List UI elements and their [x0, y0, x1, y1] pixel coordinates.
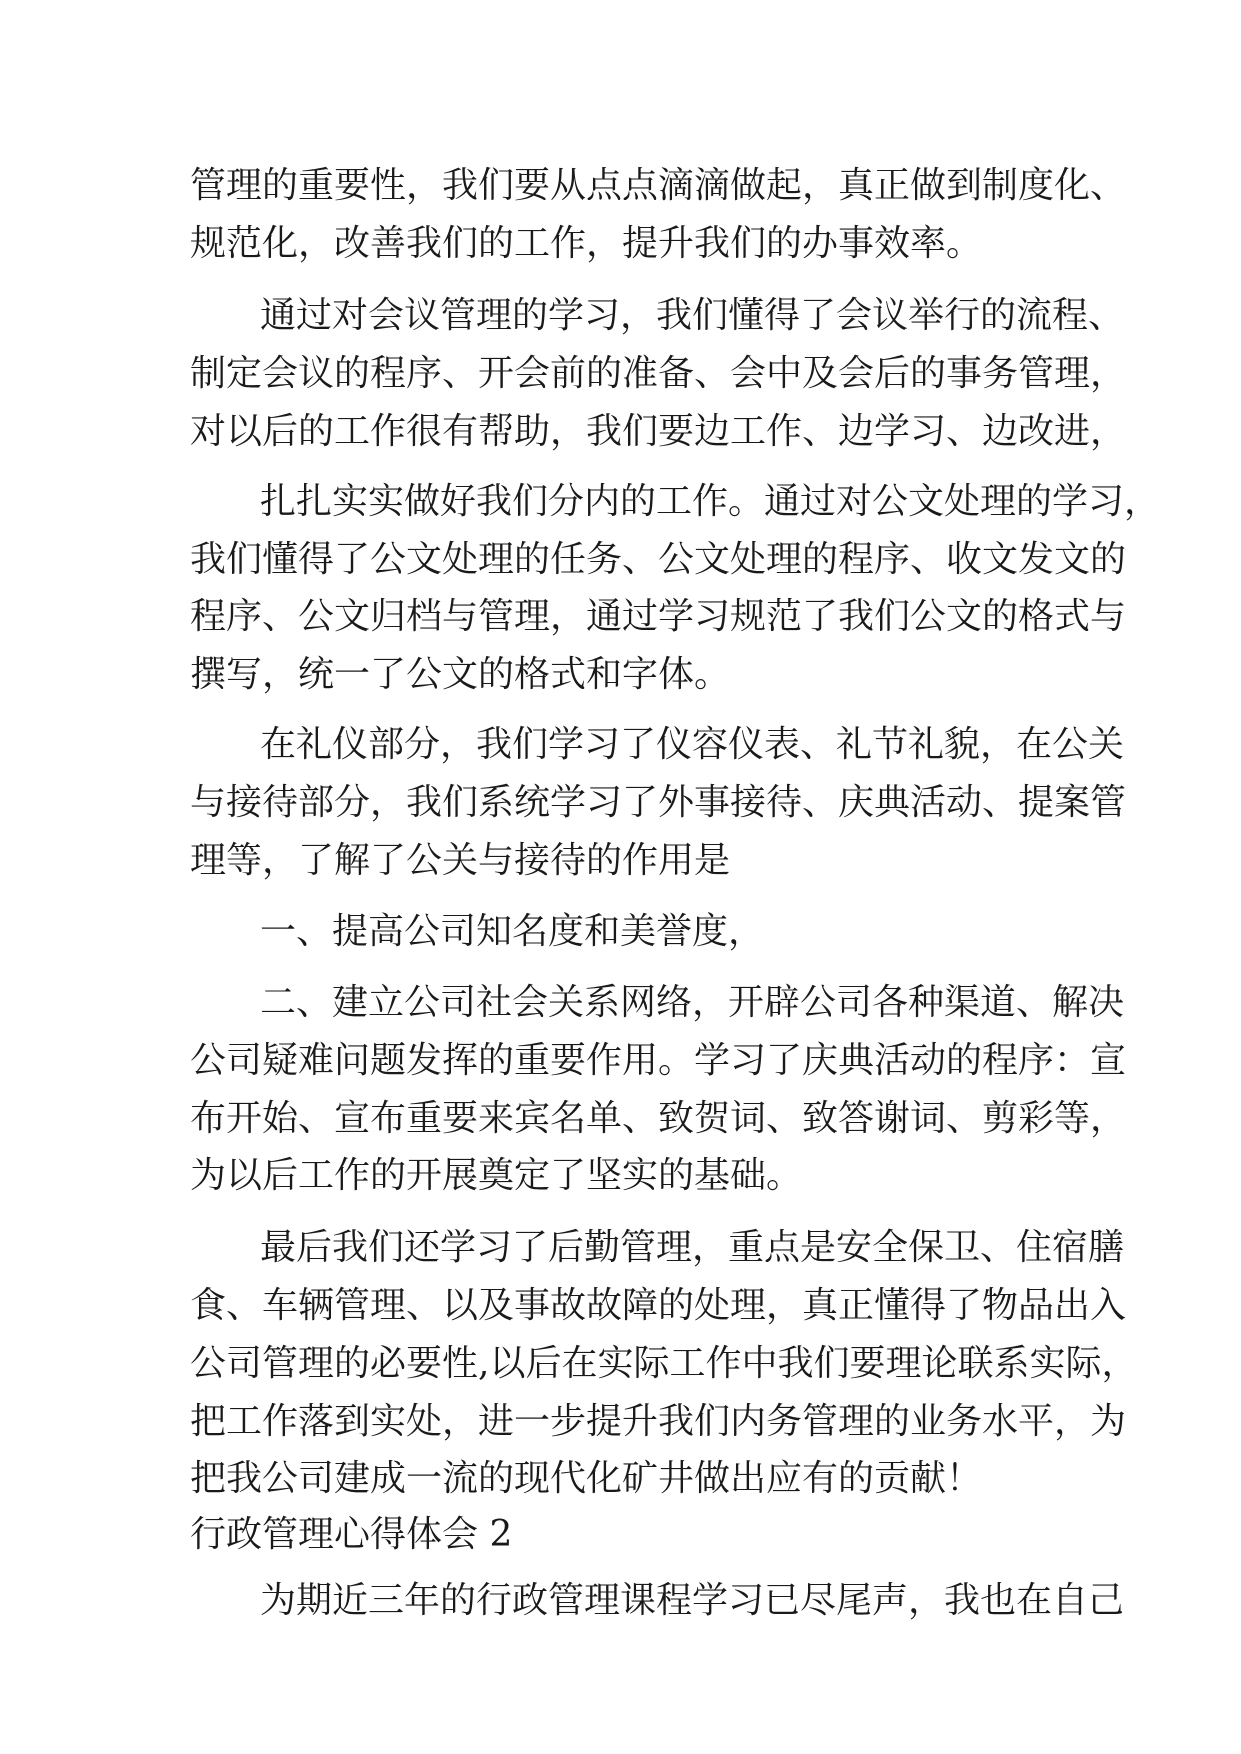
text-line: 把我公司建成一流的现代化矿井做出应有的贡献！	[190, 1458, 983, 1499]
text-line: 在礼仪部分，我们学习了仪容仪表、礼节礼貌，在公关	[260, 724, 1125, 765]
text-line: 食、车辆管理、以及事故故障的处理，真正懂得了物品出入	[190, 1285, 1127, 1326]
text-line: 公司疑难问题发挥的重要作用。学习了庆典活动的程序：宣	[190, 1040, 1127, 1081]
text-line: 扎扎实实做好我们分内的工作。通过对公文处理的学习，	[260, 481, 1161, 522]
section-heading: 行政管理心得体会 2	[190, 1514, 513, 1555]
text-line: 程序、公文归档与管理，通过学习规范了我们公文的格式与	[190, 596, 1127, 637]
text-line: 制定会议的程序、开会前的准备、会中及会后的事务管理，	[190, 353, 1127, 394]
text-line: 通过对会议管理的学习，我们懂得了会议举行的流程、	[260, 295, 1125, 336]
text-line: 为以后工作的开展奠定了坚实的基础。	[190, 1155, 803, 1196]
text-line: 我们懂得了公文处理的任务、公文处理的程序、收文发文的	[190, 539, 1127, 580]
text-line: 为期近三年的行政管理课程学习已尽尾声，我也在自己	[260, 1580, 1125, 1621]
text-line: 公司管理的必要性,以后在实际工作中我们要理论联系实际，	[190, 1343, 1138, 1384]
text-line: 把工作落到实处，进一步提升我们内务管理的业务水平，为	[190, 1401, 1127, 1442]
text-line: 管理的重要性，我们要从点点滴滴做起，真正做到制度化、	[190, 165, 1127, 206]
text-line: 二、建立公司社会关系网络，开辟公司各种渠道、解决	[260, 982, 1125, 1023]
text-line: 布开始、宣布重要来宾名单、致贺词、致答谢词、剪彩等，	[190, 1098, 1127, 1139]
text-line: 最后我们还学习了后勤管理，重点是安全保卫、住宿膳	[260, 1227, 1125, 1268]
text-line: 理等，了解了公关与接待的作用是	[190, 840, 731, 881]
text-line: 与接待部分，我们系统学习了外事接待、庆典活动、提案管	[190, 782, 1127, 823]
text-line: 撰写，统一了公文的格式和字体。	[190, 654, 731, 695]
text-line: 一、提高公司知名度和美誉度，	[260, 911, 765, 952]
text-line: 规范化，改善我们的工作，提升我们的办事效率。	[190, 223, 983, 264]
text-line: 对以后的工作很有帮助，我们要边工作、边学习、边改进，	[190, 411, 1127, 452]
